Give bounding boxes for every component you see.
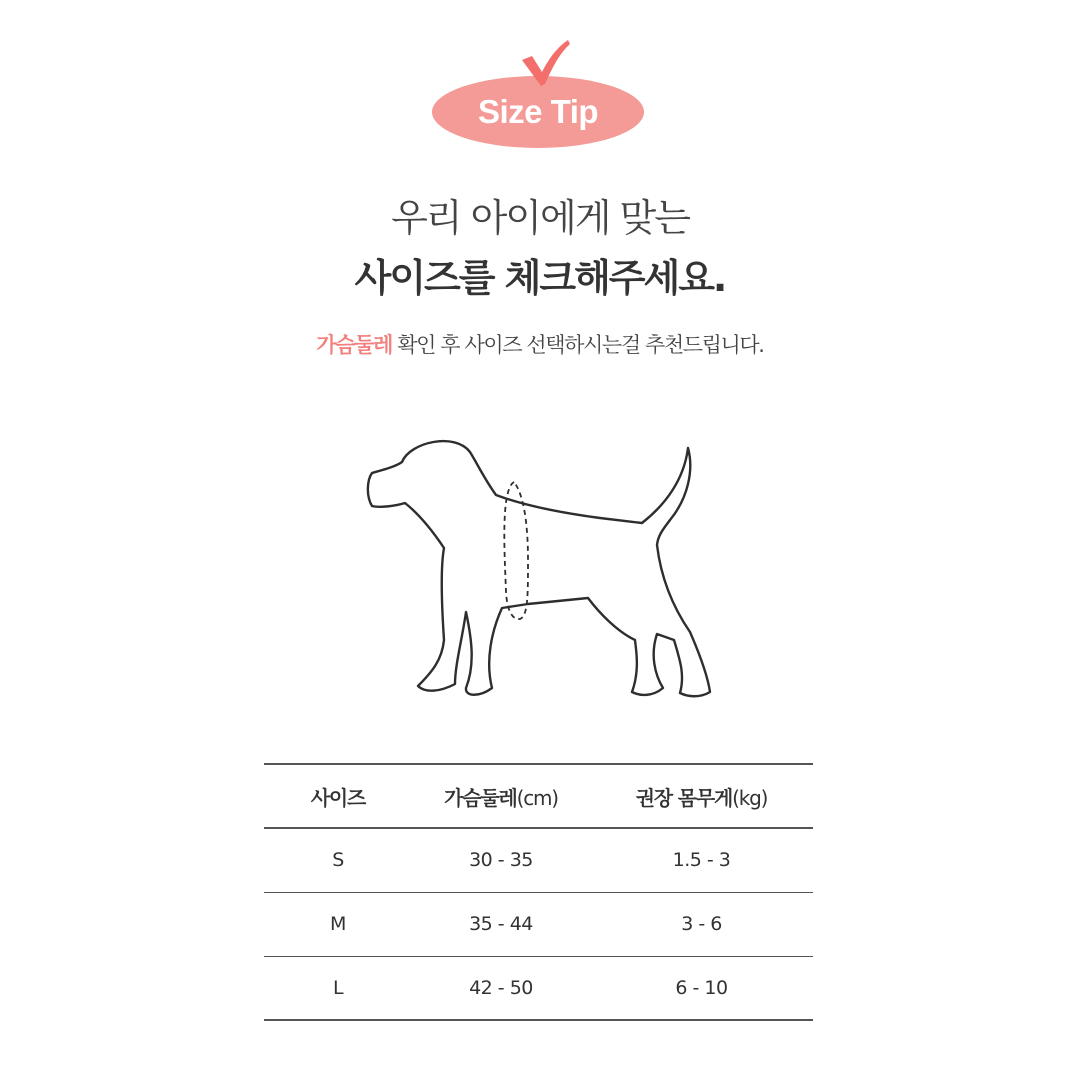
cell-size: L [332,976,344,999]
cell-size: M [330,913,346,935]
header-chest-unit: (cm) [516,785,558,810]
headline-line-2: 사이즈를 체크해주세요. [354,256,726,300]
recommendation-text [0,330,1080,360]
cell-weight: 6 - 10 [675,976,728,999]
table-row [264,828,813,892]
header-chest-label: 가슴둘레 [444,785,517,810]
header-weight-label: 권장 몸무게 [635,785,733,810]
table-header-row [264,764,813,828]
cell-size: S [332,849,344,872]
header-weight-unit: (kg) [732,785,768,810]
cell-chest: 30 - 35 [469,849,533,872]
chest-girth-highlight: 가슴둘레 [316,333,392,357]
cell-weight: 1.5 - 3 [672,849,731,872]
recommendation-rest: 확인 후 사이즈 선택하시는걸 추천드립니다. [391,333,764,357]
header-chest-girth [412,764,590,828]
headline-line-1: 우리 아이에게 맞는 [391,196,689,240]
dog-outline [368,441,710,696]
table-row [264,956,813,1020]
table-row [264,892,813,956]
size-tip-badge-group [430,38,646,150]
size-tip-label: Size Tip [477,93,599,130]
checkmark-icon [516,38,572,88]
header-size: 사이즈 [310,785,366,810]
dog-chest-measure-icon [355,432,725,702]
cell-weight: 3 - 6 [681,913,722,935]
size-chart-table [264,763,813,1021]
cell-chest: 42 - 50 [469,976,533,999]
cell-chest: 35 - 44 [469,913,533,935]
header-recommended-weight [590,764,813,828]
